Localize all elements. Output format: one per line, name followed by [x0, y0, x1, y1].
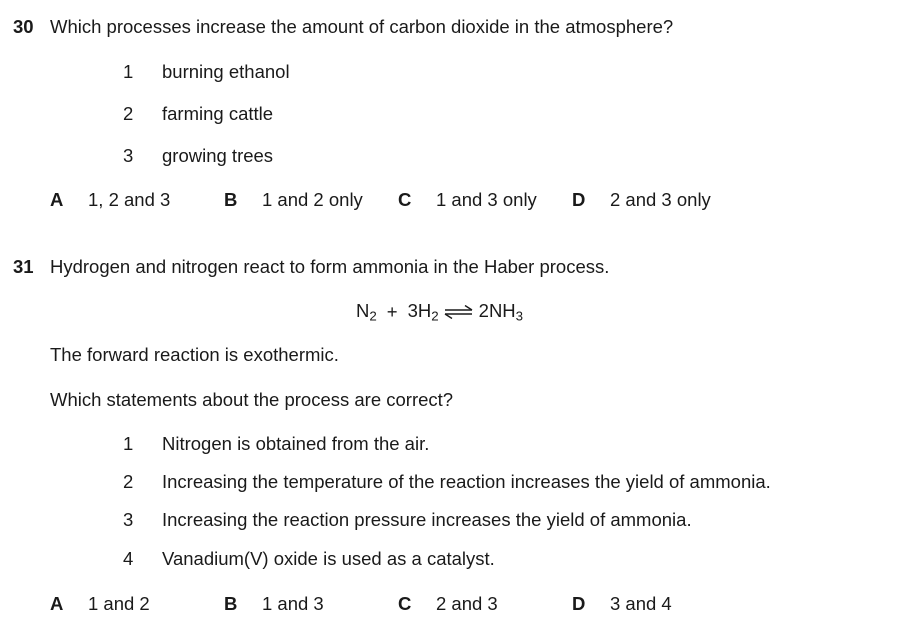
chemical-equation [356, 300, 523, 323]
question-number: 30 [13, 16, 34, 37]
statement-text: burning ethanol [162, 61, 290, 82]
statement-text: Increasing the reaction pressure increases the yield of ammonia. [162, 509, 692, 530]
option-letter: B [224, 189, 238, 210]
statement-number: 2 [123, 103, 134, 124]
statement-number: 3 [123, 145, 134, 166]
option-text: 1, 2 and 3 [88, 189, 171, 210]
option-text: 2 and 3 only [610, 189, 711, 210]
reactant-nitrogen: $N_2$ [356, 300, 377, 324]
option-letter: A [50, 189, 64, 210]
option-text: 2 and 3 [436, 593, 498, 614]
info-text: The forward reaction is exothermic. [50, 344, 339, 365]
reactant-hydrogen: $3H_2$ [407, 300, 439, 324]
statement-number: 1 [123, 61, 134, 82]
question-text: Hydrogen and nitrogen react to form ammonia in the Haber process. [50, 256, 610, 277]
option-text: 3 and 4 [610, 593, 672, 614]
statement-number: 1 [123, 433, 134, 454]
option-letter: C [398, 189, 412, 210]
option-text: 1 and 3 only [436, 189, 537, 210]
option-letter: B [224, 593, 238, 614]
statement-text: farming cattle [162, 103, 274, 124]
equilibrium-arrow-icon [444, 305, 474, 319]
option-letter: D [572, 593, 586, 614]
option-text: 1 and 3 [262, 593, 324, 614]
plus-sign: + [386, 300, 398, 322]
statement-text: growing trees [162, 145, 274, 166]
statement-number: 2 [123, 471, 134, 492]
question-text: Which processes increase the amount of carbon dioxide in the atmosphere? [50, 16, 674, 37]
option-letter: A [50, 593, 64, 614]
question-number: 31 [13, 256, 34, 277]
product-ammonia: $2NH_3$ [478, 300, 524, 324]
option-text: 1 and 2 only [262, 189, 363, 210]
prompt-text: Which statements about the process are correct? [50, 389, 454, 410]
option-text: 1 and 2 [88, 593, 150, 614]
statement-text: Vanadium(V) oxide is used as a catalyst. [162, 548, 495, 569]
option-letter: C [398, 593, 412, 614]
statement-number: 4 [123, 548, 134, 569]
statement-number: 3 [123, 509, 134, 530]
statement-text: Increasing the temperature of the reaction increases the yield of ammonia. [162, 471, 771, 492]
option-letter: D [572, 189, 586, 210]
statement-text: Nitrogen is obtained from the air. [162, 433, 430, 454]
